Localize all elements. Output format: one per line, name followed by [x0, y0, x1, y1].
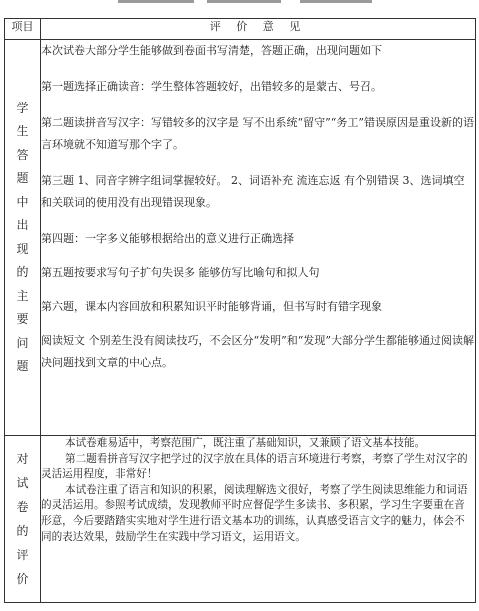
label-char: 题	[16, 171, 29, 185]
question-4-paragraph: 第四题：一字多义能够根据给出的意义进行正确选择	[41, 232, 294, 245]
paper-evaluation-content	[41, 436, 476, 603]
label-char: 要	[16, 312, 29, 326]
label-char: 中	[16, 194, 29, 209]
label-char: 现	[16, 241, 29, 256]
label-char: 答	[16, 147, 29, 162]
label-char: 出	[16, 218, 29, 232]
paper-evaluation-label-cell	[5, 436, 41, 603]
summary-paragraph: 本次试卷大部分学生能够做到卷面书写清楚，答题正确，出现问题如下	[41, 44, 382, 57]
header-row	[5, 19, 476, 40]
student-problems-row	[5, 40, 476, 436]
question-6-paragraph: 第六题，课本内容回放和积累知识平时能够背诵，但书写时有错字现象	[41, 300, 382, 313]
top-edge-rule	[118, 0, 194, 3]
top-edge-rule	[300, 0, 372, 3]
student-problems-label	[5, 40, 40, 435]
question-5-paragraph: 第五题按要求写句子扩句失误多 能够仿写比喻句和拟人句	[41, 266, 320, 279]
header-item-cell: 项目	[5, 19, 41, 40]
label-char: 学	[16, 100, 29, 115]
question-1-paragraph: 第一题选择正确读音：学生整体答题较好，出错较多的是蒙古、号召。	[41, 80, 382, 93]
label-char: 生	[16, 124, 29, 138]
label-char: 问	[16, 335, 29, 350]
question-2-review-paragraph: 第二题看拼音写汉字把学过的汉字放在具体的语言环境进行考察，考察了学生对汉字的灵活运用程度，非常好！	[41, 452, 468, 481]
label-char: 题	[16, 359, 29, 373]
paper-evaluation-label	[5, 436, 40, 602]
label-char: 的	[16, 524, 29, 538]
label-char: 卷	[16, 500, 29, 514]
label-char: 价	[16, 572, 29, 586]
student-problems-label-cell	[5, 40, 41, 436]
header-opinion-cell: 评 价 意 见	[41, 19, 476, 40]
label-char: 的	[16, 265, 29, 279]
label-char: 试	[16, 476, 29, 490]
evaluation-table	[4, 18, 476, 603]
question-3-paragraph: 第三题 1、同音字辨字组词掌握较好。 2、词语补充 流连忘返 有个别错误 3、选词填空和关联词的使用没有出现错误现象。	[41, 174, 465, 209]
top-edge-rule	[207, 0, 281, 3]
label-char: 评	[16, 548, 29, 562]
paper-evaluation-row	[5, 436, 476, 603]
overall-review-paragraph: 本试卷注重了语言和知识的积累，阅读理解选文很好，考察了学生阅读思维能力和词语的灵活运用。参照考试成绩，发现教师平时应督促学生多读书、多积累，学习生字要重在音形意，今后要踏踏实实地对学生进行语文基本功的训练，认真感受语言文字的魅力，体会不同的表达效果，鼓励学生在实践中学习语文，运用语文。	[41, 483, 468, 543]
question-2-paragraph: 第二题读拼音写汉字：写错较多的汉字是 写不出系统“留守”“务工”错误原因是重设新的语言环境就不知道写那个字了。	[41, 116, 474, 151]
difficulty-paragraph: 本试卷难易适中，考察范围广，既注重了基础知识，又兼顾了语文基本技能。	[65, 437, 426, 449]
label-char: 对	[16, 452, 29, 466]
label-char: 主	[16, 288, 29, 303]
student-problems-content	[41, 40, 476, 436]
reading-paragraph: 阅读短文 个别差生没有阅读技巧，不会区分“发明”和“发现”大部分学生都能够通过阅读解决问题找到文章的中心点。	[41, 334, 474, 369]
